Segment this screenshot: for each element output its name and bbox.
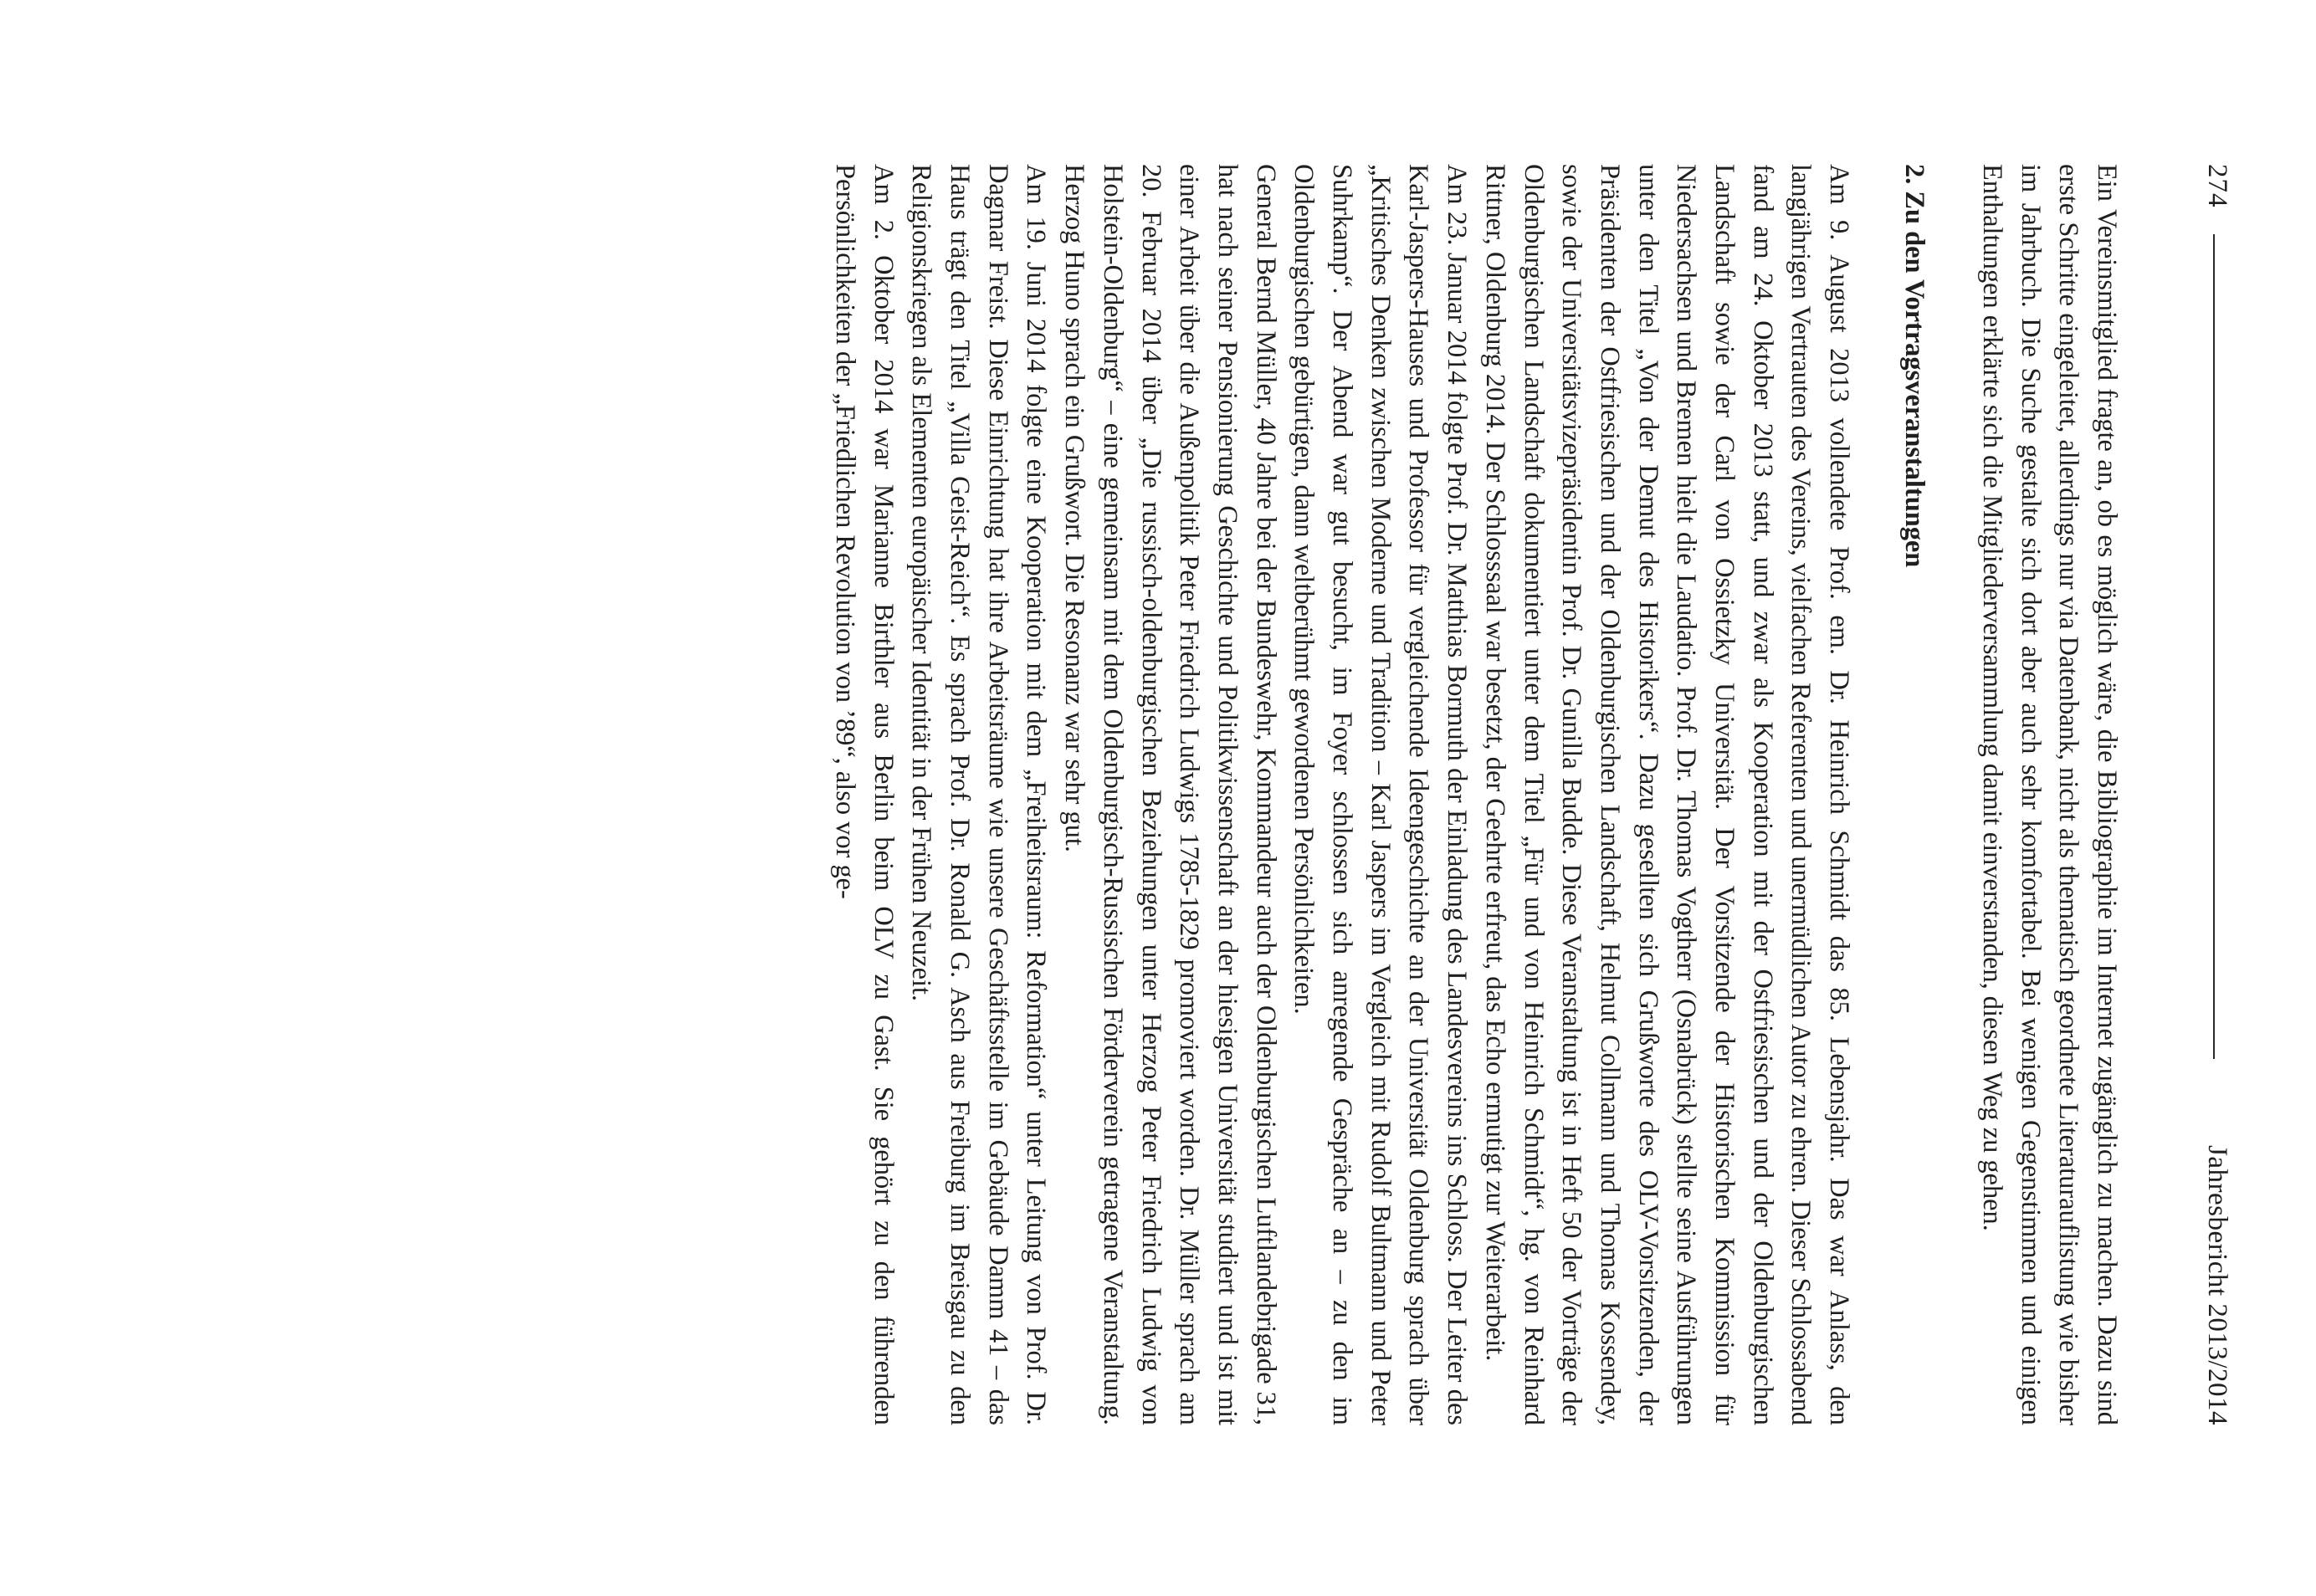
body-text	[825, 164, 2125, 1425]
paragraph-bormuth: Am 23. Januar 2014 folgte Prof. Dr. Matthias Bormuth der Einladung des Landesvereins ins Schloss. Der Leiter des Karl-Jaspers-Hauses und Professor für vergleichende Ideengeschichte an der Universität Oldenburg sprach über „Kritisches Denken zwischen Moderne und Tradition – Karl Jaspers im Vergleich mit Rudolf Bultmann und Peter Suhrkamp“. Der Abend war gut besucht, im Foyer schlossen sich anregende Gespräche an – zu den im Oldenburgischen gebürtigen, dann weltberühmt gewordenen Persönlichkeiten.	[1289, 164, 1473, 1425]
paragraph-birthler: Am 2. Oktober 2014 war Marianne Birthler aus Berlin beim OLV zu Gast. Sie gehört zu den führenden Persönlichkeiten der „Friedlichen Revolution von ’89“, also vor ge-	[829, 164, 899, 1425]
intro-paragraph: Ein Vereinsmitglied fragte an, ob es möglich wäre, die Bibliographie im Internet zugänglich zu machen. Dazu sind erste Schritte eingeleitet, allerdings nur via Datenbank, nicht als thematisch geordnete Literaturauflistung wie bisher im Jahrbuch. Die Suche gestalte sich dort aber auch sehr komfortabel. Bei wenigen Gegenstimmen und einigen Enthaltungen erklärte sich die Mitgliederversammlung damit einverstanden, diesen Weg zu gehen.	[1976, 164, 2122, 1425]
page-number: 274	[2202, 164, 2232, 208]
running-title: Jahresbericht 2013/2014	[2202, 1144, 2232, 1425]
section-heading: 2. Zu den Vortragsveranstaltungen	[1899, 164, 1930, 568]
header-rule	[2213, 234, 2215, 1059]
paragraph-asch: Am 19. Juni 2014 folgte eine Kooperation mit dem „Freiheitsraum: Reformation“ unter Leitung von Prof. Dr. Dagmar Freist. Diese Einrichtung hat ihre Arbeitsräume wie unsere Geschäftsstelle im Gebäude Damm 41 – das Haus trägt den Titel „Villa Geist-Reich“. Es sprach Prof. Dr. Ronald G. Asch aus Freiburg im Breisgau zu den Religionskriegen als Elementen europäischer Identität in der Frühen Neuzeit.	[906, 164, 1052, 1425]
paragraph-mueller: General Bernd Müller, 40 Jahre bei der Bundeswehr, Kommandeur auch der Oldenburgischen Luftlandebrigade 31, hat nach seiner Pensionierung Geschichte und Politikwissenschaft an der hiesigen Universität studiert und ist mit einer Arbeit über die Außenpolitik Peter Friedrich Ludwigs 1785-1829 promoviert worden. Dr. Müller sprach am 20. Februar 2014 über „Die russisch-oldenburgischen Beziehungen unter Herzog Peter Friedrich Ludwig von Holstein-Oldenburg“ – eine gemeinsam mit dem Oldenburgisch-Russischen Förderverein getragene Veranstaltung. Herzog Huno sprach ein Grußwort. Die Resonanz war sehr gut.	[1059, 164, 1281, 1425]
running-header	[2192, 164, 2242, 1425]
paragraph-bormuth-schmidt: Am 9. August 2013 vollendete Prof. em. Dr. Heinrich Schmidt das 85. Lebensjahr. Das war Anlass, den langjährigen Vertrauten des Vereins, vielfachen Referenten und unermüdlichen Autor zu ehren. Dieser Schlossabend fand am 24. Oktober 2013 statt, und zwar als Kooperation mit der Ostfriesischen und der Oldenburgischen Landschaft sowie der Carl von Ossietzky Universität. Der Vorsitzende der Historischen Kommission für Niedersachsen und Bremen hielt die Laudatio. Prof. Dr. Thomas Vogtherr (Osnabrück) stellte seine Ausführungen unter den Titel „Von der Demut des Historikers“. Dazu gesellten sich Grußworte des OLV-Vorsitzenden, der Präsidenten der Ostfriesischen und der Oldenburgischen Landschaft, Helmut Collmann und Thomas Kossendey, sowie der Universitätsvizepräsidentin Prof. Dr. Gunilla Budde. Diese Veranstaltung ist in Heft 50 der Vorträge der Oldenburgischen Landschaft dokumentiert unter dem Titel „Für und von Heinrich Schmidt“, hg. von Reinhard Rittner, Oldenburg 2014. Der Schlosssaal war besetzt, der Geehrte erfreut, das Echo ermutigt zur Weiterarbeit.	[1479, 164, 1855, 1425]
